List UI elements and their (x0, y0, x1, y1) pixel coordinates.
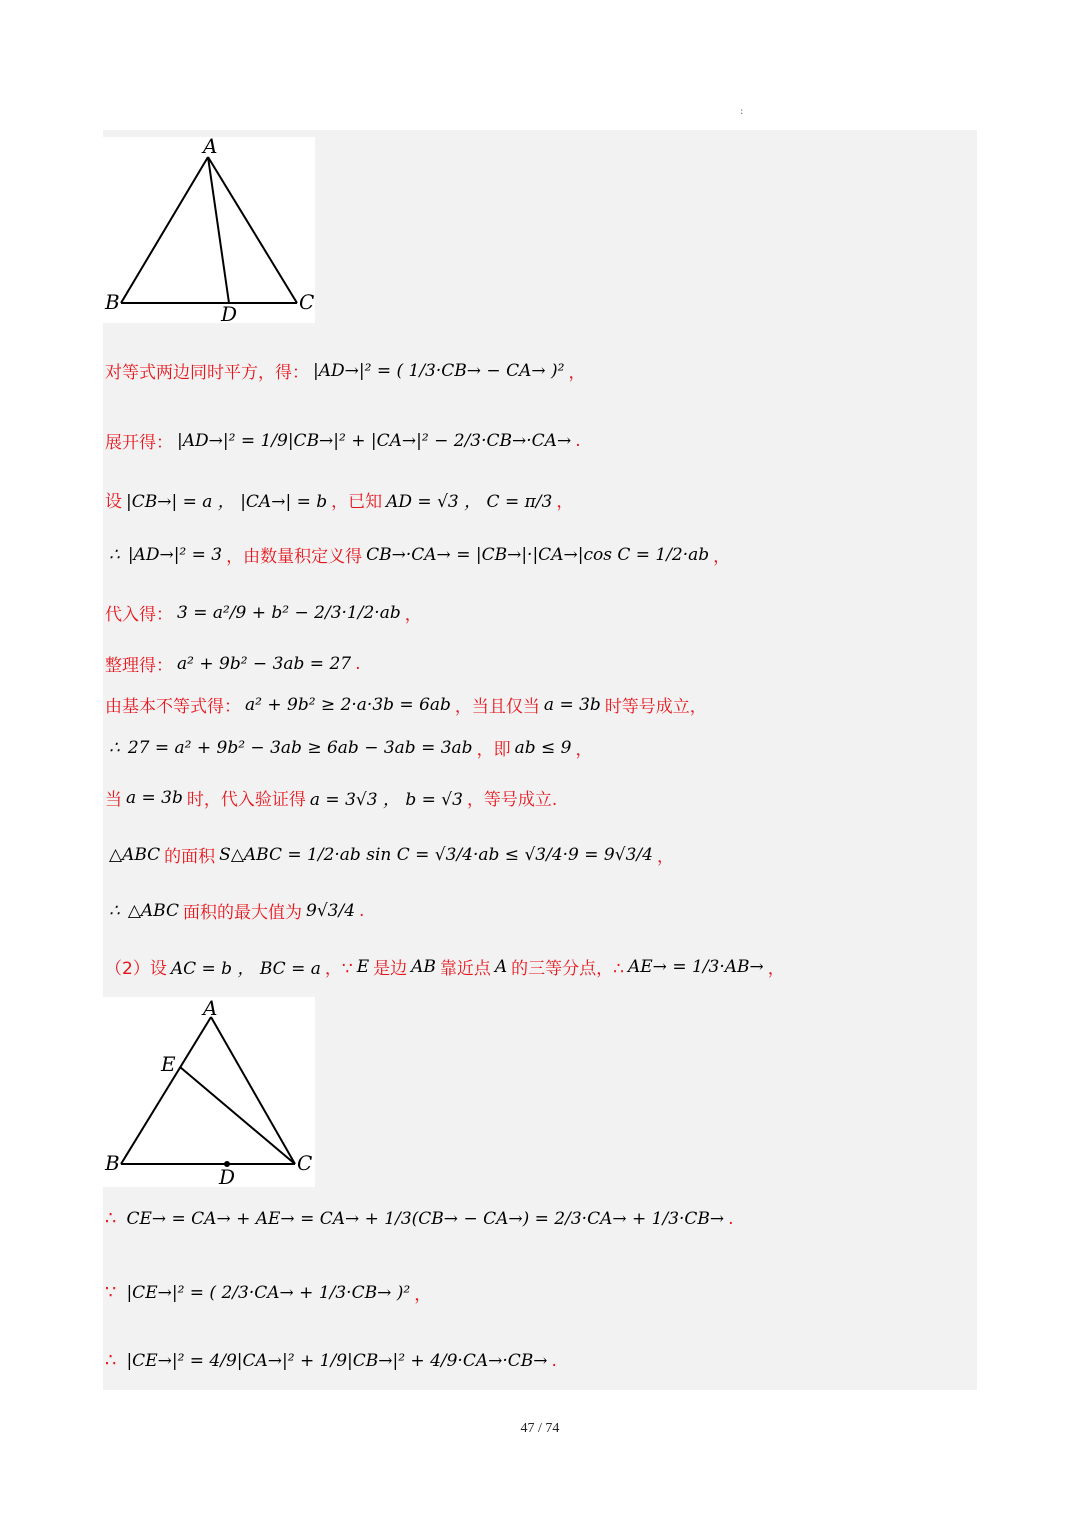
page-number: 47 / 74 (520, 1421, 560, 1436)
step-simplify: 整理得： a² + 9b² − 3ab = 27 . (105, 653, 361, 676)
step-dot-product: ∴ |AD→|² = 3 ，由数量积定义得 CB→·CA→ = |CB→|·|CA→|cos C = 1/2·ab ， (109, 544, 731, 567)
triangle-diagram-2 (103, 997, 315, 1187)
vertex-label-a: A (203, 997, 218, 1020)
triangle-figure-2 (103, 997, 315, 1187)
step-ce-square: ∵ |CE→|² = ( 2/3·CA→ + 1/3·CB→ )² ， (105, 1282, 432, 1305)
header-mark: : (740, 106, 744, 117)
triangle-figure-1 (103, 137, 315, 323)
vertex-label-b: B (105, 290, 120, 314)
step-inequality: 由基本不等式得： a² + 9b² ≥ 2·a·3b = 6ab ，当且仅当 a = 3b 时等号成立， (105, 694, 707, 717)
step-expand: 展开得： |AD→|² = 1/9|CB→|² + |CA→|² − 2/3·CB→·CA→ . (105, 430, 581, 453)
step-max-area: ∴ △ABC 面积的最大值为 9√3/4 . (109, 900, 365, 923)
part-two-setup: （2）设 AC = b ， BC = a ，∵ E 是边 AB 靠近点 A 的三等分点，∴ AE→ = 1/3·AB→ ， (105, 956, 785, 979)
point-label-e: E (161, 1052, 176, 1076)
step-ce-expand: ∴ |CE→|² = 4/9|CA→|² + 1/9|CB→|² + 4/9·CA→·CB→ . (105, 1350, 557, 1371)
step-equality-check: 当 a = 3b 时，代入验证得 a = 3√3 ， b = √3 ，等号成立. (105, 787, 558, 810)
vertex-label-c: C (299, 290, 315, 314)
triangle-diagram-1 (103, 137, 315, 323)
step-square-both-sides: 对等式两边同时平方，得： |AD→|² = ( 1/3·CB→ − CA→ )² ， (105, 360, 586, 383)
vertex-label-b: B (105, 1151, 120, 1175)
step-set-variables: 设 |CB→| = a ， |CA→| = b ，已知 AD = √3 ， C = π/3 ， (105, 492, 574, 512)
vertex-label-c: C (297, 1151, 313, 1175)
vertex-label-a: A (203, 137, 218, 158)
step-bound: ∴ 27 = a² + 9b² − 3ab ≥ 6ab − 3ab = 3ab ，即 ab ≤ 9 ， (109, 737, 593, 760)
step-area: △ABC 的面积 S△ABC = 1/2·ab sin C = √3/4·ab ≤ √3/4·9 = 9√3/4 ， (109, 844, 674, 867)
point-label-d: D (219, 1165, 236, 1187)
point-label-d: D (221, 302, 238, 323)
step-ce-vector: ∴ CE→ = CA→ + AE→ = CA→ + 1/3(CB→ − CA→) = 2/3·CA→ + 1/3·CB→ . (105, 1208, 734, 1229)
step-substitute: 代入得： 3 = a²/9 + b² − 2/3·1/2·ab ， (105, 602, 422, 625)
